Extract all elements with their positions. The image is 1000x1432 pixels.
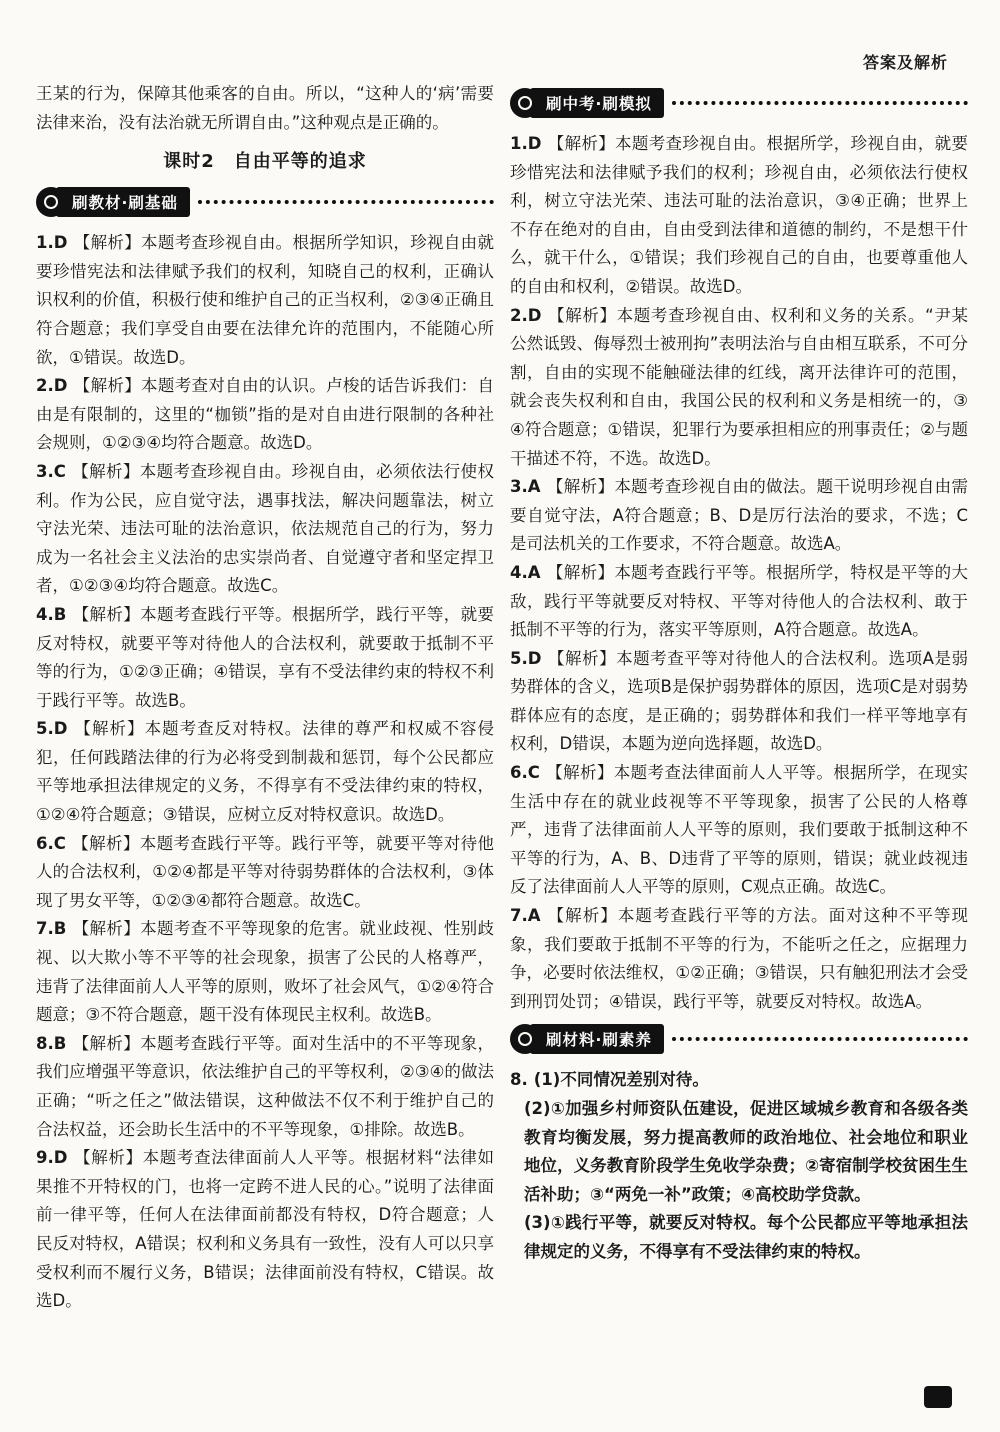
item-number: 9.D xyxy=(36,1148,68,1168)
section-banner-exam xyxy=(510,84,968,122)
dotted-divider xyxy=(198,200,494,204)
item-number: 8.B xyxy=(36,1033,67,1053)
item-text: 【解析】本题考查对自由的认识。卢梭的话告诉我们：自由是有限制的，这里的“枷锁”指的是对自由进行限制的各种社会规则，①②③④均符合题意。故选D。 xyxy=(36,376,494,453)
item-text: 【解析】本题考查不平等现象的危害。就业歧视、性别歧视、以大欺小等不平等的社会现象，损害了公民的人格尊严，违背了法律面前人人平等的原则，败坏了社会风气，①②④符合题意；③不符合题意，题干没有体现民主权利。故选B。 xyxy=(36,919,494,1025)
section-banner-basic xyxy=(36,183,494,221)
item-number: 1.D xyxy=(36,233,68,253)
answer-list-right xyxy=(510,130,968,1016)
item-text: 【解析】本题考查平等对待他人的合法权利。选项A是弱势群体的含义，选项B是保护弱势群体的原因，选项C是对弱势群体应有的态度，是正确的；弱势群体和我们一样平等地享有权利，D错误，本题为逆向选择题，故选D。 xyxy=(510,648,968,754)
item-text: 【解析】本题考查践行平等。践行平等，就要平等对待他人的合法权利，①②④都是平等对待弱势群体的合法权利，③体现了男女平等，①②③④都符合题意。故选C。 xyxy=(36,833,494,910)
item-text: 【解析】本题考查珍视自由。根据所学知识，珍视自由就要珍惜宪法和法律赋予我们的权利，知晓自己的权利，正确认识权利的价值，积极行使和维护自己的正当权利，②③④正确且符合题意；我们享受自由要在法律允许的范围内，不能随心所欲，①错误。故选D。 xyxy=(36,233,494,367)
answer-item xyxy=(510,902,968,1016)
answer-item xyxy=(36,458,494,601)
item-text: 【解析】本题考查珍视自由。珍视自由，必须依法行使权利。作为公民，应自觉守法，遇事找法，解决问题靠法，树立守法光荣、违法可耻的法治意识，依法规范自己的行为，努力成为一名社会主义法治的忠实崇尚者、自觉遵守者和坚定捍卫者，①②③④均符合题意。故选C。 xyxy=(36,461,494,596)
item-text: 【解析】本题考查法律面前人人平等。根据材料“法律如果推不开特权的门，也将一定跨不进人民的心。”说明了法律面前一律平等，任何人在法律面前都没有特权，D符合题意；人民反对特权，A错误；权利和义务具有一致性，没有人可以只享受权利而不履行义务，B错误；法律面前没有特权，C错误。故选D。 xyxy=(36,1148,494,1311)
item-text: 【解析】本题考查珍视自由。根据所学，珍视自由，就要珍惜宪法和法律赋予我们的权利；珍视自由，必须依法行使权利，树立守法光荣、违法可耻的法治意识，③④正确；世界上不存在绝对的自由，自由受到法律和道德的制约，不是想干什么，就干什么，①错误；我们珍视自己的自由，也要尊重他人的自由和权利，②错误。故选D。 xyxy=(510,134,968,296)
intro-paragraph: 王某的行为，保障其他乘客的自由。所以，“这种人的‘病’需要法律来治，没有法治就无所谓自由。”这种观点是正确的。 xyxy=(36,84,494,132)
answer-item xyxy=(510,759,968,902)
answer-item xyxy=(36,229,494,372)
item-text: 【解析】本题考查践行平等。面对生活中的不平等现象，我们应增强平等意识，依法维护自己的平等权利，②③④的做法正确；“听之任之”做法错误，这种做法不仅不利于维护自己的合法权益，还会助长生活中的不平等现象，①排除。故选B。 xyxy=(36,1033,494,1139)
header-title: 答案及解析 xyxy=(862,53,948,72)
answer-item xyxy=(36,372,494,458)
item-number: 2.D xyxy=(510,305,542,325)
item-text: (1)不同情况差别对待。 xyxy=(533,1070,709,1090)
answer-item xyxy=(36,830,494,916)
q8-part: (2)①加强乡村师资队伍建设，促进区域城乡教育和各级各类教育均衡发展，努力提高教师的政治地位、社会地位和职业地位，义务教育阶段学生免收学杂费；②寄宿制学校贫困生生活补助；③“两免一补”政策；④高校助学贷款。 xyxy=(524,1099,968,1204)
item-number: 3.C xyxy=(36,461,66,481)
item-text: 【解析】本题考查践行平等。根据所学，特权是平等的大敌，践行平等就要反对特权、平等对待他人的合法权利、敢于抵制不平等的行为，落实平等原则，A符合题意。故选A。 xyxy=(510,562,968,640)
item-number: 4.A xyxy=(510,562,541,582)
item-text: 【解析】本题考查珍视自由的做法。题干说明珍视自由需要自觉守法，A符合题意；B、D是厉行法治的要求，不选；C是司法机关的工作要求，不符合题意。故选A。 xyxy=(510,477,968,554)
item-text: 【解析】本题考查反对特权。法律的尊严和权威不容侵犯，任何践踏法律的行为必将受到制裁和惩罚，每个公民都应平等地承担法律规定的义务，不得享有不受法律约束的特权，①②④符合题意；③错误，应树立反对特权意识。故选D。 xyxy=(36,719,494,825)
brush-icon xyxy=(510,88,540,118)
item-number: 3.A xyxy=(510,477,541,497)
item-number: 6.C xyxy=(36,833,66,853)
answer-list-left xyxy=(36,229,494,1316)
item-number: 6.C xyxy=(510,763,540,783)
item-number: 2.D xyxy=(36,376,68,396)
banner-label: 刷中考·刷模拟 xyxy=(530,88,664,118)
item-number: 7.A xyxy=(510,906,541,926)
item-number: 8. xyxy=(510,1070,528,1090)
item-text: 【解析】本题考查践行平等的方法。面对这种不平等现象，我们要敢于抵制不平等的行为，不能听之任之，应据理力争，必要时依法维权，①②正确；③错误，只有触犯刑法才会受到刑罚处罚；④错误，践行平等，就要反对特权。故选A。 xyxy=(510,906,968,1011)
answer-item xyxy=(36,915,494,1029)
section-banner-material xyxy=(510,1020,968,1058)
item-number: 7.B xyxy=(36,919,67,939)
item-number: 1.D xyxy=(510,134,542,153)
q8-part: (3)①践行平等，就要反对特权。每个公民都应平等地承担法律规定的义务，不得享有不受法律约束的特权。 xyxy=(524,1213,968,1261)
item-number: 5.D xyxy=(510,648,542,668)
answer-item xyxy=(510,473,968,559)
banner-label: 刷教材·刷基础 xyxy=(56,187,190,217)
answer-item xyxy=(510,302,968,474)
dotted-divider xyxy=(672,101,968,105)
left-column xyxy=(36,80,494,1316)
answer-item xyxy=(510,645,968,759)
banner-label: 刷材料·刷素养 xyxy=(530,1024,664,1054)
item-text: 【解析】本题考查法律面前人人平等。根据所学，在现实生活中存在的就业歧视等不平等现象，损害了公民的人格尊严，违背了法律面前人人平等的原则，我们要敢于抵制这种不平等的行为，A、B、D违背了平等的原则，错误；就业歧视违反了法律面前人人平等的原则，C观点正确。故选C。 xyxy=(510,763,968,897)
answer-item xyxy=(36,1030,494,1144)
item-number: 5.D xyxy=(36,719,68,739)
page-number-badge xyxy=(924,1386,952,1408)
answer-item xyxy=(510,559,968,645)
item-text: 【解析】本题考查践行平等。根据所学，践行平等，就要反对特权，就要平等对待他人的合法权利，就要敢于抵制不平等的行为，①②③正确；④错误，享有不受法律约束的特权不利于践行平等。故选B。 xyxy=(36,604,494,710)
answer-item xyxy=(510,130,968,302)
answer-item xyxy=(36,715,494,829)
answer-item xyxy=(36,1144,494,1316)
dotted-divider xyxy=(672,1037,968,1041)
brush-icon xyxy=(36,187,66,217)
right-column xyxy=(510,80,968,1267)
question-8 xyxy=(510,1066,968,1266)
q8-part xyxy=(510,1066,968,1095)
item-text: 【解析】本题考查珍视自由、权利和义务的关系。“尹某公然诋毁、侮辱烈士被刑拘”表明法治与自由相互联系，不可分割，自由的实现不能触碰法律的红线，离开法律许可的范围，就会丧失权利和自由，我国公民的权利和义务是相统一的，③④符合题意；①错误，犯罪行为要承担相应的刑事责任；②与题干描述不符，不选。故选D。 xyxy=(510,305,968,468)
answer-item xyxy=(36,601,494,715)
item-number: 4.B xyxy=(36,604,67,624)
lesson-title: 课时2 自由平等的追求 xyxy=(163,151,367,173)
